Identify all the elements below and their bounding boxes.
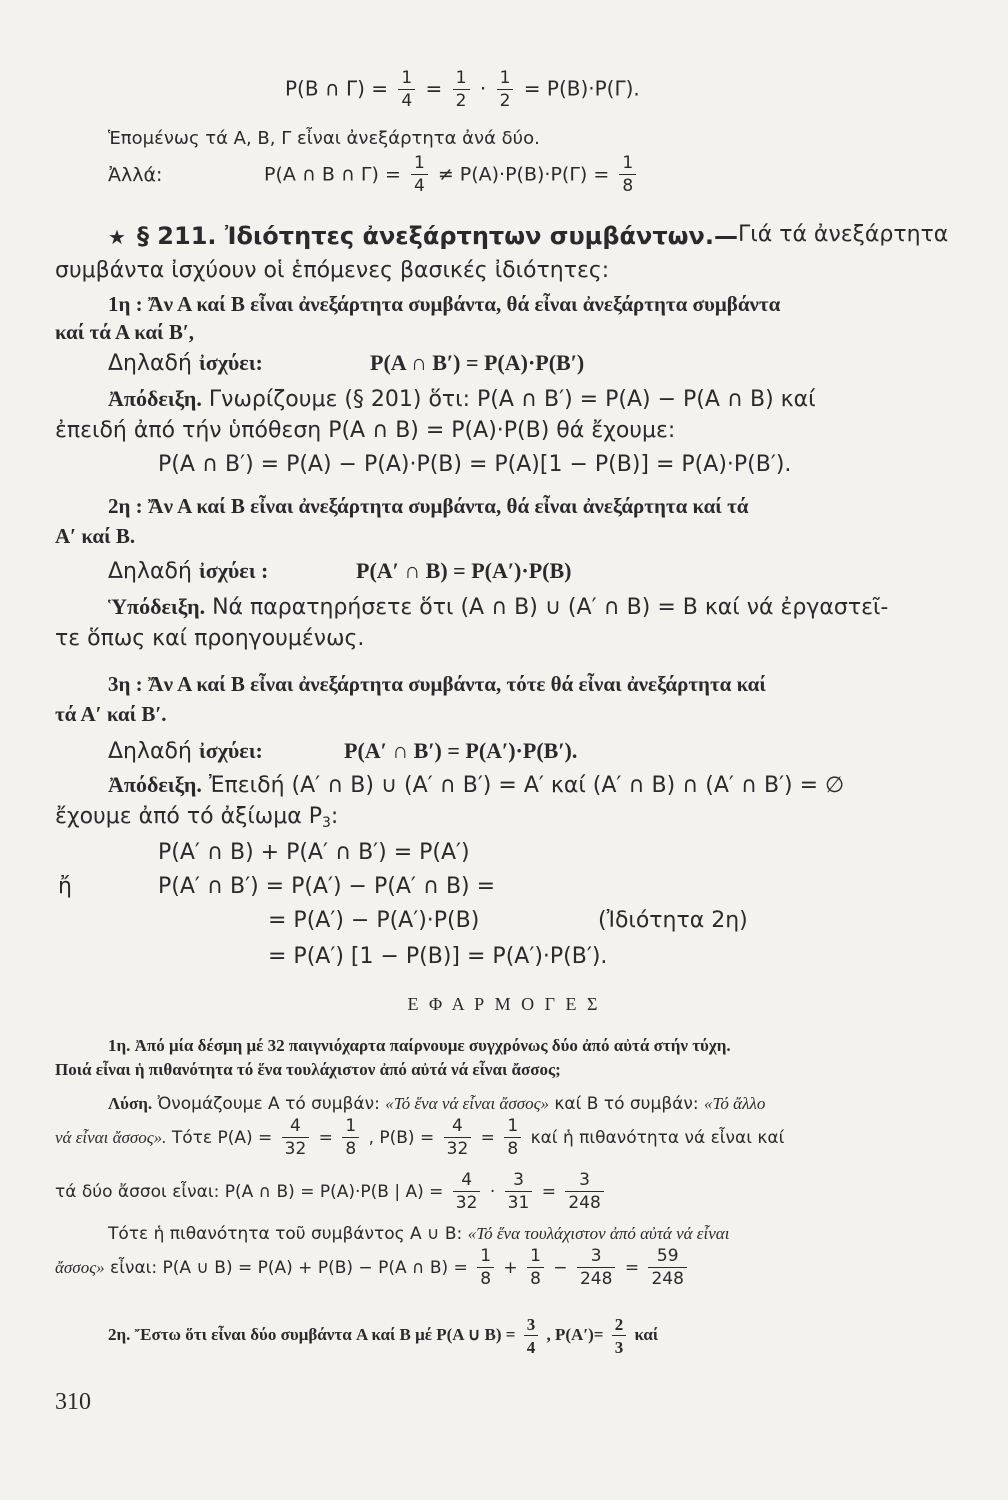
- fraction: $\frac{3}{248}$: [565, 1172, 603, 1212]
- sol-line-5: ἄσσος» εἶναι: P(A ∪ B) = P(A) + P(B) − P(A ∩ B) = $\frac{1}{8}$ + $\frac{1}{8}$ − $\frac{3}{248}$ = $\frac{59}{248}$: [55, 1248, 691, 1288]
- fraction: $\frac{1}{8}$: [504, 1118, 521, 1158]
- prop2-statement-2: Α′ καί Β.: [55, 524, 136, 548]
- prop3-eq-4: = P(A′) [1 − P(B)] = P(A′)·P(B′).: [268, 944, 608, 969]
- fraction: $\frac{1}{8}$: [342, 1118, 359, 1158]
- fraction: $\frac{1}{4}$: [411, 155, 428, 195]
- sol-line-4: Τότε ἡ πιθανότητα τοῦ συμβάντος A ∪ B: «Τό ἕνα τουλάχιστον ἀπό αὐτά νά εἶναι: [108, 1224, 730, 1244]
- text-line: Ἑπομένως τά A, B, Γ εἶναι ἀνεξάρτητα ἀνά δύο.: [108, 128, 540, 149]
- sol-line-2: νά εἶναι ἄσσος». Τότε P(A) = $\frac{4}{32}$ = $\frac{1}{8}$ , P(B) = $\frac{4}{32}$ = $\frac{1}{8}$ καί ἡ πιθανότητα νά εἶναι καί: [55, 1116, 785, 1159]
- sol-line-1: Λύση. Ὀνομάζουμε A τό συμβάν: «Τό ἕνα νά εἶναι ἄσσος» καί B τό συμβάν: «Τό ἄλλο: [108, 1094, 766, 1114]
- prop1-holds: Δηλαδή ἰσχύει:: [108, 350, 263, 376]
- lead-word: Ἀλλά:: [108, 163, 163, 186]
- ex1-line-1: 1η. Ἀπό μία δέσμη μέ 32 παιγνιόχαρτα παίρνουμε συγχρόνως δύο ἀπό αὐτά στήν τύχη.: [108, 1036, 731, 1055]
- prop1-statement-2: καί τά Α καί Β′,: [55, 320, 194, 344]
- prop3-proof-1: Ἀπόδειξη. Ἐπειδή (A′ ∩ B) ∪ (A′ ∩ B′) = A′ καί (A′ ∩ B) ∩ (A′ ∩ B′) = ∅: [108, 772, 845, 798]
- text-line: συμβάντα ἰσχύουν οἱ ἑπόμενες βασικές ἰδιότητες:: [55, 258, 610, 283]
- fraction: $\frac{59}{248}$: [648, 1248, 686, 1288]
- fraction: $\frac{3}{4}$: [524, 1316, 539, 1356]
- equation-pabg: [108, 155, 640, 195]
- prop1-proof-3: P(A ∩ B′) = P(A) − P(A)·P(B) = P(A)[1 − P(B)] = P(A)·P(B′).: [158, 452, 792, 477]
- prop2-statement: 2η : Ἄν Α καί Β εἶναι ἀνεξάρτητα συμβάντα, θά εἶναι ἀνεξάρτητα καί τά: [108, 494, 749, 518]
- star-icon: ★: [108, 225, 126, 249]
- prop3-or: ἤ: [58, 874, 72, 899]
- prop1-formula: P(A ∩ B′) = P(A)·P(B′): [370, 350, 585, 375]
- fraction: $\frac{4}{32}$: [282, 1118, 310, 1158]
- section-heading: [108, 222, 949, 251]
- applications-title: Ε Φ Α Ρ Μ Ο Γ Ε Σ: [407, 994, 601, 1014]
- prop3-formula: P(A′ ∩ B′) = P(A′)·P(B′).: [344, 738, 578, 763]
- fraction: $\frac{4}{32}$: [444, 1118, 472, 1158]
- ex2-line: 2η. Ἔστω ὅτι εἶναι δύο συμβάντα A καί B μέ P(A ∪ B) = $\frac{3}{4}$ , P(A′)= $\frac{2}{3}$ καί: [108, 1315, 659, 1357]
- eq-text: P(A ∩ B ∩ Γ) =: [264, 163, 401, 186]
- section-title-tail: Γιά τά ἀνεξάρτητα: [738, 222, 949, 247]
- sol-line-3: τά δύο ἄσσοι εἶναι: P(A ∩ B) = P(A)·P(B | A) = $\frac{4}{32}$ · $\frac{3}{31}$ = $\frac{3}{248}$: [55, 1172, 608, 1212]
- prop3-eq-2: P(A′ ∩ B′) = P(A′) − P(A′ ∩ B) =: [158, 874, 496, 899]
- prop2-hint-1: Ὑπόδειξη. Νά παρατηρήσετε ὅτι (A ∩ B) ∪ (A′ ∩ B) = B καί νά ἐργαστεῖ-: [108, 594, 889, 620]
- eq-text: P(B ∩ Γ) =: [285, 76, 388, 101]
- fraction: $\frac{3}{31}$: [505, 1172, 533, 1212]
- fraction: $\frac{1}{4}$: [398, 70, 415, 110]
- prop3-proof-2: ἔχουμε ἀπό τό ἀξίωμα $P_3$:: [55, 804, 339, 831]
- prop3-eq-3-note: (Ἰδιότητα 2η): [598, 908, 748, 933]
- section-title: § 211. Ἰδιότητες ἀνεξάρτητων συμβάντων.—: [136, 222, 738, 250]
- fraction: $\frac{1}{8}$: [477, 1248, 494, 1288]
- prop1-proof-2: ἐπειδή ἀπό τήν ὑπόθεση P(A ∩ B) = P(A)·P(B) θά ἔχουμε:: [55, 418, 676, 443]
- fraction: $\frac{1}{2}$: [453, 70, 470, 110]
- prop3-holds: Δηλαδή ἰσχύει:: [108, 738, 263, 764]
- fraction: $\frac{1}{8}$: [527, 1248, 544, 1288]
- prop1-proof-1: Ἀπόδειξη. Γνωρίζουμε (§ 201) ὅτι: P(A ∩ B′) = P(A) − P(A ∩ B) καί: [108, 386, 816, 412]
- equation-pbg: P(B ∩ Γ) = $\frac{1}{4}$ = $\frac{1}{2}$ · $\frac{1}{2}$ = P(B)·P(Γ).: [285, 68, 640, 111]
- fraction: $\frac{2}{3}$: [612, 1316, 627, 1356]
- fraction: $\frac{1}{8}$: [619, 155, 636, 195]
- prop3-statement-2: τά Α′ καί Β′.: [55, 702, 167, 726]
- fraction: $\frac{3}{248}$: [577, 1248, 615, 1288]
- eq-text: = P(B)·P(Γ).: [523, 76, 640, 101]
- prop1-statement: 1η : Ἄν Α καί Β εἶναι ἀνεξάρτητα συμβάντα, θά εἶναι ἀνεξάρτητα συμβάντα: [108, 292, 781, 316]
- prop3-eq-3: = P(A′) − P(A′)·P(B): [268, 908, 480, 933]
- ex1-line-2: Ποιά εἶναι ἡ πιθανότητα τό ἕνα τουλάχιστον ἀπό αὐτά νά εἶναι ἄσσος;: [55, 1060, 561, 1079]
- eq-text: ≠ P(A)·P(B)·P(Γ) =: [437, 163, 610, 186]
- prop2-hint-2: τε ὅπως καί προηγουμένως.: [55, 626, 365, 651]
- prop3-eq-1: P(A′ ∩ B) + P(A′ ∩ B′) = P(A′): [158, 840, 470, 865]
- fraction: $\frac{4}{32}$: [453, 1172, 481, 1212]
- page-number: 310: [55, 1389, 91, 1415]
- prop2-holds: Δηλαδή ἰσχύει :: [108, 558, 269, 584]
- prop2-formula: P(A′ ∩ B) = P(A′)·P(B): [356, 558, 572, 583]
- fraction: $\frac{1}{2}$: [497, 70, 514, 110]
- prop3-statement: 3η : Ἄν Α καί Β εἶναι ἀνεξάρτητα συμβάντα, τότε θά εἶναι ἀνεξάρτητα καί: [108, 672, 766, 696]
